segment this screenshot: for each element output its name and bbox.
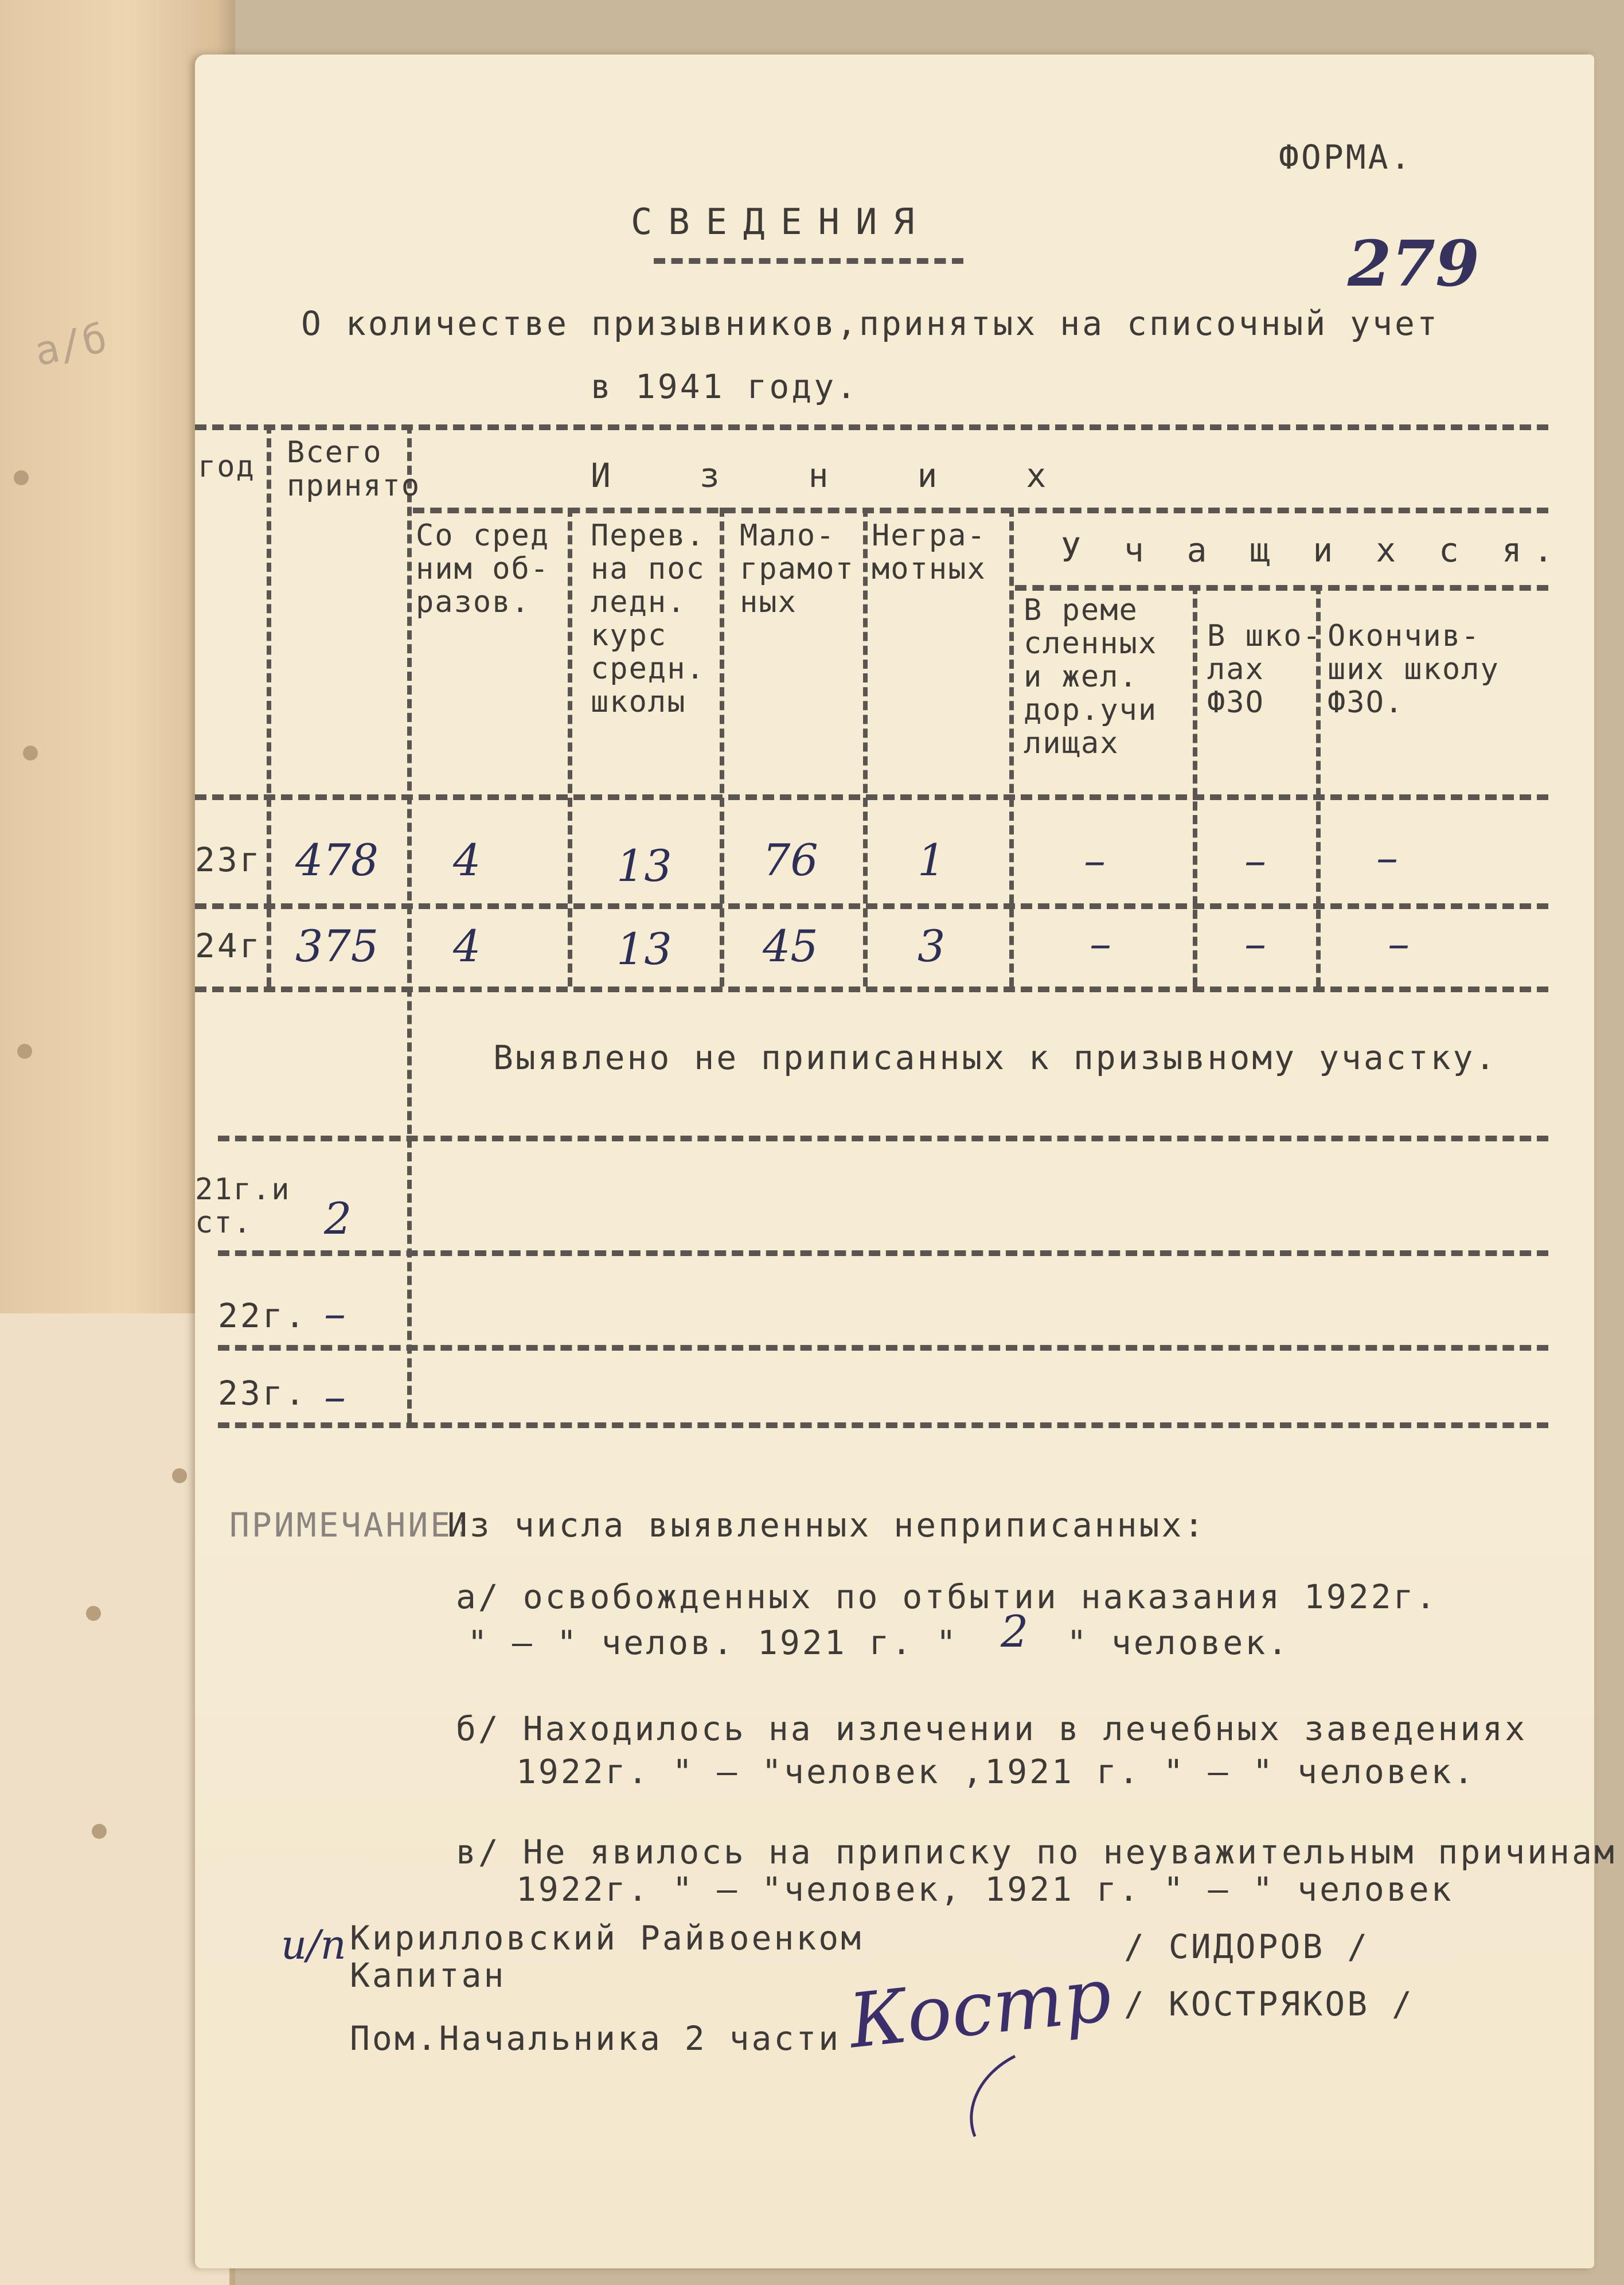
note-b-line1: б/ Находилось на излечении в лечебных заведениях [456, 1709, 1528, 1748]
binding-hole [92, 1824, 107, 1839]
row-value: – [1084, 835, 1106, 886]
table-col-rule [1193, 585, 1197, 986]
row-value: 13 [616, 923, 672, 974]
row-value: 76 [763, 835, 818, 886]
document-subtitle-line2: в 1941 году. [591, 367, 859, 406]
signatory-name2: / КОСТРЯКОВ / [1124, 1984, 1414, 2023]
note-a-value: 2 [1001, 1606, 1029, 1657]
row2-year: 21г.и ст. [195, 1172, 291, 1240]
table-rule-2a [218, 1250, 1548, 1256]
handwritten-signature: Костр [845, 1951, 1115, 2065]
binding-hole [172, 1468, 187, 1483]
row-year: 23г [195, 840, 262, 879]
table-col-rule [267, 424, 271, 986]
table-col-rule [1009, 508, 1014, 986]
title-underline [654, 258, 963, 264]
col-header-secondary: Со сред ним об- разов. [416, 518, 550, 619]
row-value: – [1388, 918, 1410, 969]
binding-hole [14, 470, 29, 485]
table-col-rule [863, 508, 868, 986]
table-rule-row2 [195, 986, 1548, 992]
col-header-semiliterate: Мало- грамот ных [740, 518, 854, 619]
col-header-fzo-graduates: Окончив- ших школу ФЗО. [1328, 619, 1500, 720]
row-value: 13 [616, 840, 672, 891]
left-page-handwriting: а/б [30, 314, 111, 376]
notes-intro: Из числа выявленных неприписанных: [447, 1506, 1207, 1545]
binding-hole [86, 1606, 101, 1621]
table-col-rule [407, 424, 412, 1422]
notes-heading: ПРИМЕЧАНИЕ: [229, 1506, 475, 1545]
row-value: 4 [453, 835, 481, 886]
signatory-name1: / СИДОРОВ / [1124, 1927, 1370, 1966]
note-b-line2: 1922г. " – "человек ,1921 г. " – " человек. [516, 1752, 1476, 1791]
table-rule-section [218, 1136, 1548, 1141]
section-title: Выявлено не приписанных к призывному участку. [493, 1038, 1498, 1077]
studying-header: У ч а щ и х с я. [1061, 531, 1565, 570]
table-rule-2c [218, 1422, 1548, 1428]
row-value: 1 [918, 835, 946, 886]
signature-flourish [958, 2050, 1026, 2142]
signature-prefix: и/п [281, 1921, 346, 1968]
row2-value: – [324, 1371, 346, 1422]
row-value: 3 [918, 921, 946, 972]
note-a-line1: а/ освобожденных по отбытии наказания 1922г. [456, 1577, 1438, 1616]
binding-hole [17, 1044, 32, 1059]
table-rule-row1 [195, 903, 1548, 909]
col-header-illiterate: Негра- мотных [872, 518, 986, 586]
document-subtitle-line1: О количестве призывников,принятых на списочный учет [301, 304, 1439, 343]
binding-hole [23, 746, 38, 761]
signatory-role1: Кирилловский Райвоенком [350, 1919, 864, 1958]
signatory-rank: Капитан [350, 1956, 506, 1995]
document-sheet [195, 54, 1617, 2268]
note-a-line2: " – " челов. 1921 г. " [467, 1623, 959, 1662]
table-rule-header-bottom [195, 794, 1548, 800]
row-value: – [1244, 835, 1266, 886]
row-total: 478 [295, 835, 379, 886]
row-value: 4 [453, 921, 481, 972]
sheet-number-handwritten: 279 [1348, 227, 1479, 301]
row-value: – [1376, 832, 1398, 883]
table-rule-studying [1015, 585, 1548, 591]
note-a-tail: " человек. [1067, 1623, 1290, 1662]
row-year: 24г [195, 926, 262, 965]
row-value: – [1244, 918, 1266, 969]
table-col-rule [568, 508, 572, 986]
col-header-year: год [198, 450, 255, 484]
row-total: 375 [295, 921, 379, 972]
group-header: И з н и х [591, 456, 1081, 495]
row-value: – [1090, 918, 1111, 969]
col-header-total: Всего принято [287, 435, 421, 503]
note-c-line1: в/ Не явилось на приписку по неуважительным причинам [456, 1832, 1617, 1871]
row2-value: 2 [324, 1193, 352, 1244]
row2-year: 22г. [218, 1296, 307, 1335]
document-title: СВЕДЕНИЯ [631, 201, 931, 243]
col-header-fzo-schools: В шко- лах ФЗО [1207, 619, 1322, 720]
form-mark: ФОРМА. [1279, 138, 1413, 177]
table-rule-group [413, 508, 1548, 513]
table-rule-top [195, 424, 1548, 430]
col-header-last-course: Перев. на пос ледн. курс средн. школы [591, 518, 705, 719]
row-value: 45 [763, 921, 818, 972]
note-c-line2: 1922г. " – "человек, 1921 г. " – " человек [516, 1870, 1454, 1909]
signatory-role2: Пом.Начальника 2 части [350, 2019, 841, 2058]
row2-year: 23г. [218, 1374, 307, 1413]
table-rule-2b [218, 1345, 1548, 1351]
col-header-trade-schools: В реме сленных и жел. дор.учи лищах [1024, 593, 1158, 761]
table-col-rule [720, 508, 724, 986]
row2-value: – [324, 1288, 346, 1339]
